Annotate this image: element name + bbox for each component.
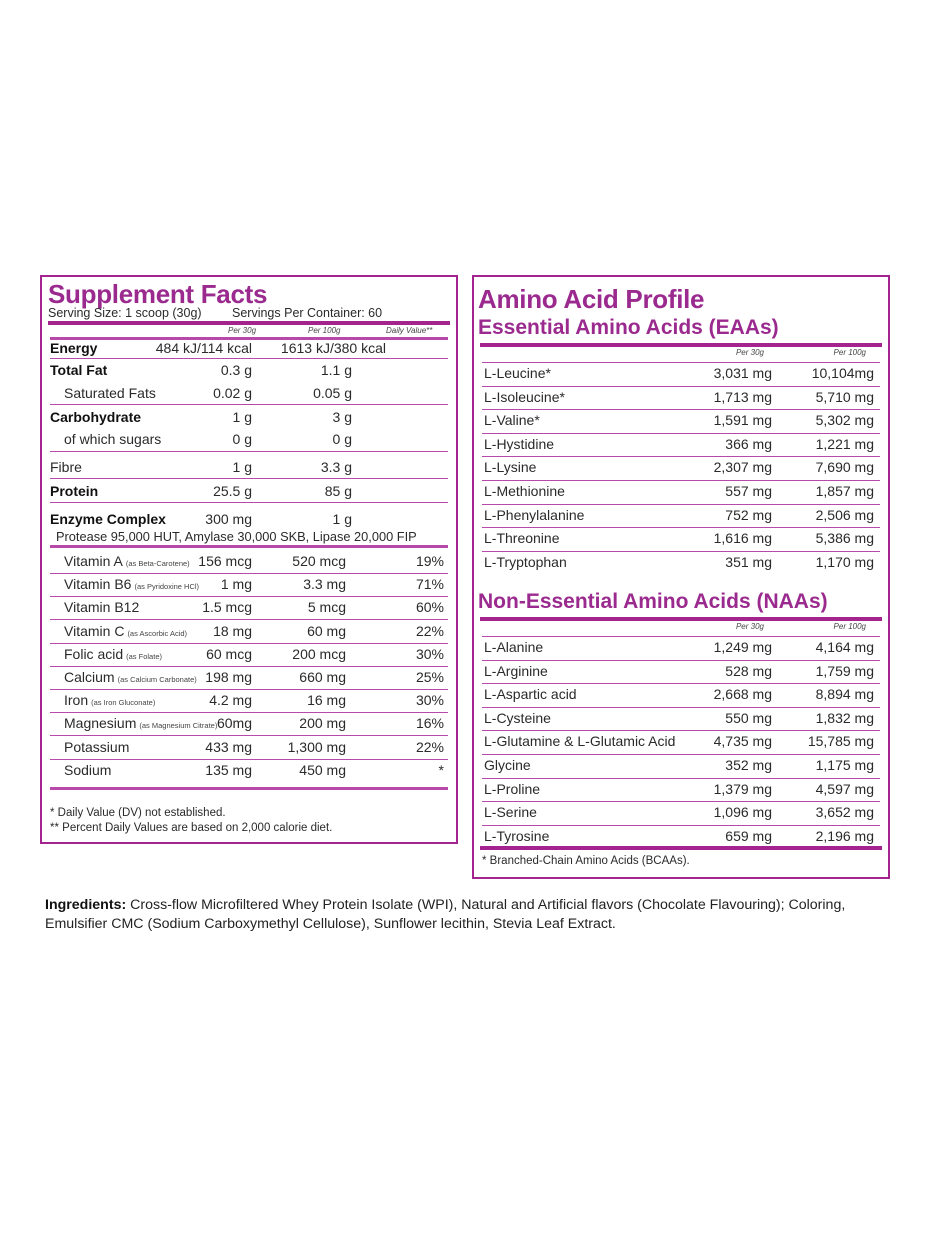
naa-row (482, 733, 880, 751)
footnote-percent: ** Percent Daily Values are based on 2,000 calorie diet. (50, 822, 333, 834)
saturated-fats-per100: 0.05 g (313, 385, 352, 401)
vitamin-row (50, 739, 448, 757)
amino-name: L-Proline (484, 781, 541, 797)
eaa-row (482, 483, 880, 501)
amino-row-divider (482, 362, 880, 363)
carbohydrate-per100: 3 g (332, 409, 352, 425)
amino-per100: 1,170 mg (815, 554, 874, 570)
vitamin-name: Vitamin B6 (64, 576, 132, 592)
amino-title: Amino Acid Profile (478, 284, 705, 314)
row-divider (50, 451, 448, 452)
amino-name: L-Cysteine (484, 710, 551, 726)
amino-per100: 1,175 mg (815, 757, 874, 773)
vitamin-row (50, 646, 448, 664)
row-divider (50, 545, 448, 548)
bcaa-divider (480, 846, 882, 850)
amino-row-divider (482, 504, 880, 505)
vitamin-source-note: (as Beta-Carotene) (125, 559, 190, 568)
vitamin-name: Sodium (64, 762, 112, 778)
eaa-row (482, 365, 880, 383)
eaa-row (482, 554, 880, 572)
vitamin-label (64, 762, 114, 778)
amino-row-divider (482, 386, 880, 387)
enzyme-row (50, 511, 448, 529)
vitamin-label (64, 739, 132, 755)
vitamin-daily-value: 30% (415, 646, 444, 662)
amino-row-divider (482, 825, 880, 826)
fibre-per100: 3.3 g (320, 459, 352, 475)
amino-name: L-Glutamine & L-Glutamic Acid (484, 733, 676, 749)
eaa-row (482, 459, 880, 477)
amino-name: L-Aspartic acid (484, 686, 577, 702)
vitamin-name: Calcium (64, 669, 115, 685)
amino-per100: 5,710 mg (815, 389, 874, 405)
amino-per100: 4,597 mg (815, 781, 874, 797)
amino-per100: 5,302 mg (815, 412, 874, 428)
naa-header-per100: Per 100g (833, 622, 866, 631)
amino-name: L-Leucine* (484, 365, 551, 381)
amino-per100: 1,221 mg (815, 436, 874, 452)
amino-per100: 4,164 mg (815, 639, 874, 655)
fibre-row (50, 459, 448, 477)
vitamin-per100: 3.3 mg (303, 576, 346, 592)
amino-name: L-Tryptophan (484, 554, 567, 570)
total-fat-per100: 1.1 g (320, 362, 352, 378)
total-fat-per30: 0.3 g (220, 362, 252, 378)
vitamin-label (64, 576, 199, 592)
amino-name: L-Lysine (484, 459, 537, 475)
enzyme-per100: 1 g (332, 511, 352, 527)
vitamin-per30: 1 mg (220, 576, 252, 592)
amino-row-divider (482, 801, 880, 802)
saturated-fats-label: Saturated Fats (64, 385, 156, 401)
enzyme-per30: 300 mg (205, 511, 252, 527)
vitamin-per100: 520 mcg (292, 553, 346, 569)
eaa-header-per100: Per 100g (833, 348, 866, 357)
enzyme-detail: Protease 95,000 HUT, Amylase 30,000 SKB, Lipase 20,000 FIP (56, 529, 417, 544)
amino-per30: 659 mg (725, 828, 772, 844)
amino-per100: 15,785 mg (807, 733, 874, 749)
amino-per30: 2,307 mg (713, 459, 772, 475)
vitamin-daily-value: 16% (415, 715, 444, 731)
vitamin-label (64, 715, 217, 731)
enzyme-label: Enzyme Complex (50, 511, 166, 527)
naa-row (482, 757, 880, 775)
amino-name: Glycine (484, 757, 531, 773)
naa-row (482, 663, 880, 681)
vitamin-per100: 450 mg (299, 762, 346, 778)
vitamin-per100: 200 mcg (292, 646, 346, 662)
amino-per30: 3,031 mg (713, 365, 772, 381)
amino-per100: 5,386 mg (815, 530, 874, 546)
vitamin-per30: 18 mg (213, 623, 252, 639)
eaa-row (482, 412, 880, 430)
amino-per100: 8,894 mg (815, 686, 874, 702)
amino-per30: 528 mg (725, 663, 772, 679)
total-fat-label: Total Fat (50, 362, 108, 378)
amino-name: L-Valine* (484, 412, 540, 428)
amino-row-divider (482, 778, 880, 779)
ingredients-text (45, 896, 895, 934)
energy-per30: 484 kJ/114 kcal (155, 340, 252, 356)
amino-per100: 1,832 mg (815, 710, 874, 726)
vitamin-per100: 660 mg (299, 669, 346, 685)
amino-per30: 2,668 mg (713, 686, 772, 702)
amino-per30: 4,735 mg (713, 733, 772, 749)
amino-per30: 366 mg (725, 436, 772, 452)
amino-name: L-Methionine (484, 483, 565, 499)
vitamin-per30: 135 mg (205, 762, 252, 778)
col-header-dv: Daily Value** (386, 326, 433, 335)
energy-row (50, 340, 448, 358)
amino-per100: 3,652 mg (815, 804, 874, 820)
saturated-fats-per30: 0.02 g (213, 385, 252, 401)
vitamin-row (50, 715, 448, 733)
vitamin-name: Magnesium (64, 715, 137, 731)
vitamin-daily-value: 60% (415, 599, 444, 615)
amino-per30: 1,379 mg (713, 781, 772, 797)
vitamin-per100: 1,300 mg (287, 739, 346, 755)
amino-row-divider (482, 480, 880, 481)
vitamin-per30: 1.5 mcg (202, 599, 252, 615)
eaa-row (482, 389, 880, 407)
vitamin-name: Potassium (64, 739, 130, 755)
eaa-title: Essential Amino Acids (EAAs) (478, 316, 779, 339)
naa-row (482, 710, 880, 728)
amino-name: L-Arginine (484, 663, 548, 679)
amino-row-divider (482, 409, 880, 410)
title-divider (48, 321, 450, 325)
naa-title: Non-Essential Amino Acids (NAAs) (478, 590, 828, 613)
sugars-label: of which sugars (64, 431, 162, 447)
eaa-header-per30: Per 30g (735, 348, 764, 357)
carbohydrate-per30: 1 g (232, 409, 252, 425)
amino-per100: 1,759 mg (815, 663, 874, 679)
amino-per30: 1,713 mg (713, 389, 772, 405)
amino-row-divider (482, 730, 880, 731)
protein-row (50, 483, 448, 501)
vitamin-name: Iron (64, 692, 89, 708)
amino-per100: 7,690 mg (815, 459, 874, 475)
row-divider (50, 666, 448, 667)
amino-per100: 10,104mg (811, 365, 874, 381)
amino-name: L-Threonine (484, 530, 560, 546)
amino-per30: 1,616 mg (713, 530, 772, 546)
vitamin-label (64, 669, 197, 685)
amino-per100: 2,196 mg (815, 828, 874, 844)
vitamin-label (64, 623, 187, 639)
vitamin-name: Vitamin A (64, 553, 123, 569)
vitamin-label (64, 646, 162, 662)
row-divider (50, 358, 448, 359)
amino-row-divider (482, 456, 880, 457)
vitamin-per30: 60 mcg (206, 646, 252, 662)
amino-row-divider (482, 433, 880, 434)
amino-acid-panel (472, 275, 890, 879)
amino-name: L-Serine (484, 804, 537, 820)
amino-name: L-Isoleucine* (484, 389, 565, 405)
row-divider (50, 596, 448, 597)
vitamin-per100: 200 mg (299, 715, 346, 731)
protein-per30: 25.5 g (213, 483, 252, 499)
row-divider (50, 643, 448, 644)
vitamin-per30: 198 mg (205, 669, 252, 685)
row-divider (50, 573, 448, 574)
naa-row (482, 639, 880, 657)
eaa-row (482, 436, 880, 454)
amino-name: L-Phenylalanine (484, 507, 585, 523)
servings-per-container: Servings Per Container: 60 (232, 306, 383, 320)
vitamin-label (64, 553, 190, 569)
amino-row-divider (482, 660, 880, 661)
vitamin-per30: 4.2 mg (209, 692, 252, 708)
eaa-row (482, 530, 880, 548)
amino-per100: 1,857 mg (815, 483, 874, 499)
naa-row (482, 686, 880, 704)
vitamin-per100: 60 mg (307, 623, 346, 639)
vitamin-per100: 5 mcg (307, 599, 346, 615)
carbohydrate-row (50, 409, 448, 427)
amino-row-divider (482, 754, 880, 755)
vitamin-label (64, 599, 142, 615)
amino-name: L-Hystidine (484, 436, 555, 452)
bcaa-footnote: * Branched-Chain Amino Acids (BCAAs). (482, 855, 690, 867)
amino-row-divider (482, 527, 880, 528)
vitamin-daily-value: 22% (415, 623, 444, 639)
amino-row-divider (482, 683, 880, 684)
vitamin-name: Vitamin B12 (64, 599, 140, 615)
vitamin-name: Vitamin C (64, 623, 125, 639)
vitamin-per30: 60mg (216, 715, 252, 731)
amino-name: L-Alanine (484, 639, 544, 655)
amino-per100: 2,506 mg (815, 507, 874, 523)
vitamin-row (50, 599, 448, 617)
protein-label: Protein (50, 483, 99, 499)
sugars-per100: 0 g (332, 431, 352, 447)
row-divider (50, 712, 448, 713)
vitamin-source-note: (as Pyridoxine HCl) (134, 582, 200, 591)
fibre-per30: 1 g (232, 459, 252, 475)
vitamin-name: Folic acid (64, 646, 124, 662)
eaa-divider (480, 343, 882, 347)
vitamin-row (50, 576, 448, 594)
protein-per100: 85 g (324, 483, 352, 499)
row-divider (50, 735, 448, 736)
ingredients-list: Cross-flow Microfiltered Whey Protein Isolate (WPI), Natural and Artificial flavors (Chocolate Flavouring); Coloring, Emulsifier CMC (Sodium Carboxymethyl Cellulose), Sunflower lecithin, Stevia Leaf Extract. (45, 897, 846, 932)
amino-per30: 752 mg (725, 507, 772, 523)
col-header-per100: Per 100g (308, 326, 341, 335)
amino-per30: 1,591 mg (713, 412, 772, 428)
row-divider (50, 787, 448, 790)
amino-per30: 1,249 mg (713, 639, 772, 655)
row-divider (50, 689, 448, 690)
fibre-label: Fibre (50, 459, 82, 475)
serving-size: Serving Size: 1 scoop (30g) (48, 306, 202, 320)
vitamin-source-note: (as Folate) (126, 652, 162, 661)
vitamin-row (50, 669, 448, 687)
naa-row (482, 781, 880, 799)
amino-per30: 352 mg (725, 757, 772, 773)
vitamin-per30: 156 mcg (198, 553, 252, 569)
vitamin-row (50, 762, 448, 780)
amino-row-divider (482, 636, 880, 637)
vitamin-source-note: (as Ascorbic Acid) (127, 629, 188, 638)
saturated-fats-row (50, 385, 448, 403)
vitamin-per30: 433 mg (205, 739, 252, 755)
amino-per30: 557 mg (725, 483, 772, 499)
vitamin-row (50, 553, 448, 571)
naa-divider (480, 617, 882, 621)
vitamin-per100: 16 mg (307, 692, 346, 708)
vitamin-daily-value: 22% (415, 739, 444, 755)
amino-per30: 1,096 mg (713, 804, 772, 820)
eaa-row (482, 507, 880, 525)
row-divider (50, 759, 448, 760)
amino-name: L-Tyrosine (484, 828, 550, 844)
vitamin-daily-value: * (438, 762, 444, 778)
vitamin-source-note: (as Magnesium Citrate) (139, 721, 218, 730)
energy-label: Energy (50, 340, 98, 356)
carbohydrate-label: Carbohydrate (50, 409, 142, 425)
naa-header-per30: Per 30g (735, 622, 764, 631)
row-divider (50, 404, 448, 405)
col-header-per30: Per 30g (228, 326, 257, 335)
ingredients-label: Ingredients: (45, 897, 127, 913)
amino-per30: 550 mg (725, 710, 772, 726)
naa-row (482, 828, 880, 846)
vitamin-source-note: (as Iron Gluconate) (91, 698, 156, 707)
amino-per30: 351 mg (725, 554, 772, 570)
vitamin-label (64, 692, 155, 708)
vitamin-row (50, 623, 448, 641)
vitamin-row (50, 692, 448, 710)
sugars-per30: 0 g (232, 431, 252, 447)
energy-per100: 1613 kJ/380 kcal (280, 340, 386, 356)
amino-row-divider (482, 551, 880, 552)
total-fat-row (50, 362, 448, 380)
amino-row-divider (482, 707, 880, 708)
row-divider (50, 502, 448, 503)
supplement-facts-panel (40, 275, 458, 844)
vitamin-daily-value: 71% (415, 576, 444, 592)
row-divider (50, 619, 448, 620)
naa-row (482, 804, 880, 822)
sugars-row (50, 431, 448, 449)
row-divider (50, 478, 448, 479)
vitamin-daily-value: 30% (415, 692, 444, 708)
footnote-dv: * Daily Value (DV) not established. (50, 807, 226, 819)
vitamin-daily-value: 25% (415, 669, 444, 685)
supplement-facts-title: Supplement Facts (48, 279, 268, 309)
vitamin-daily-value: 19% (415, 553, 444, 569)
vitamin-source-note: (as Calcium Carbonate) (117, 675, 197, 684)
